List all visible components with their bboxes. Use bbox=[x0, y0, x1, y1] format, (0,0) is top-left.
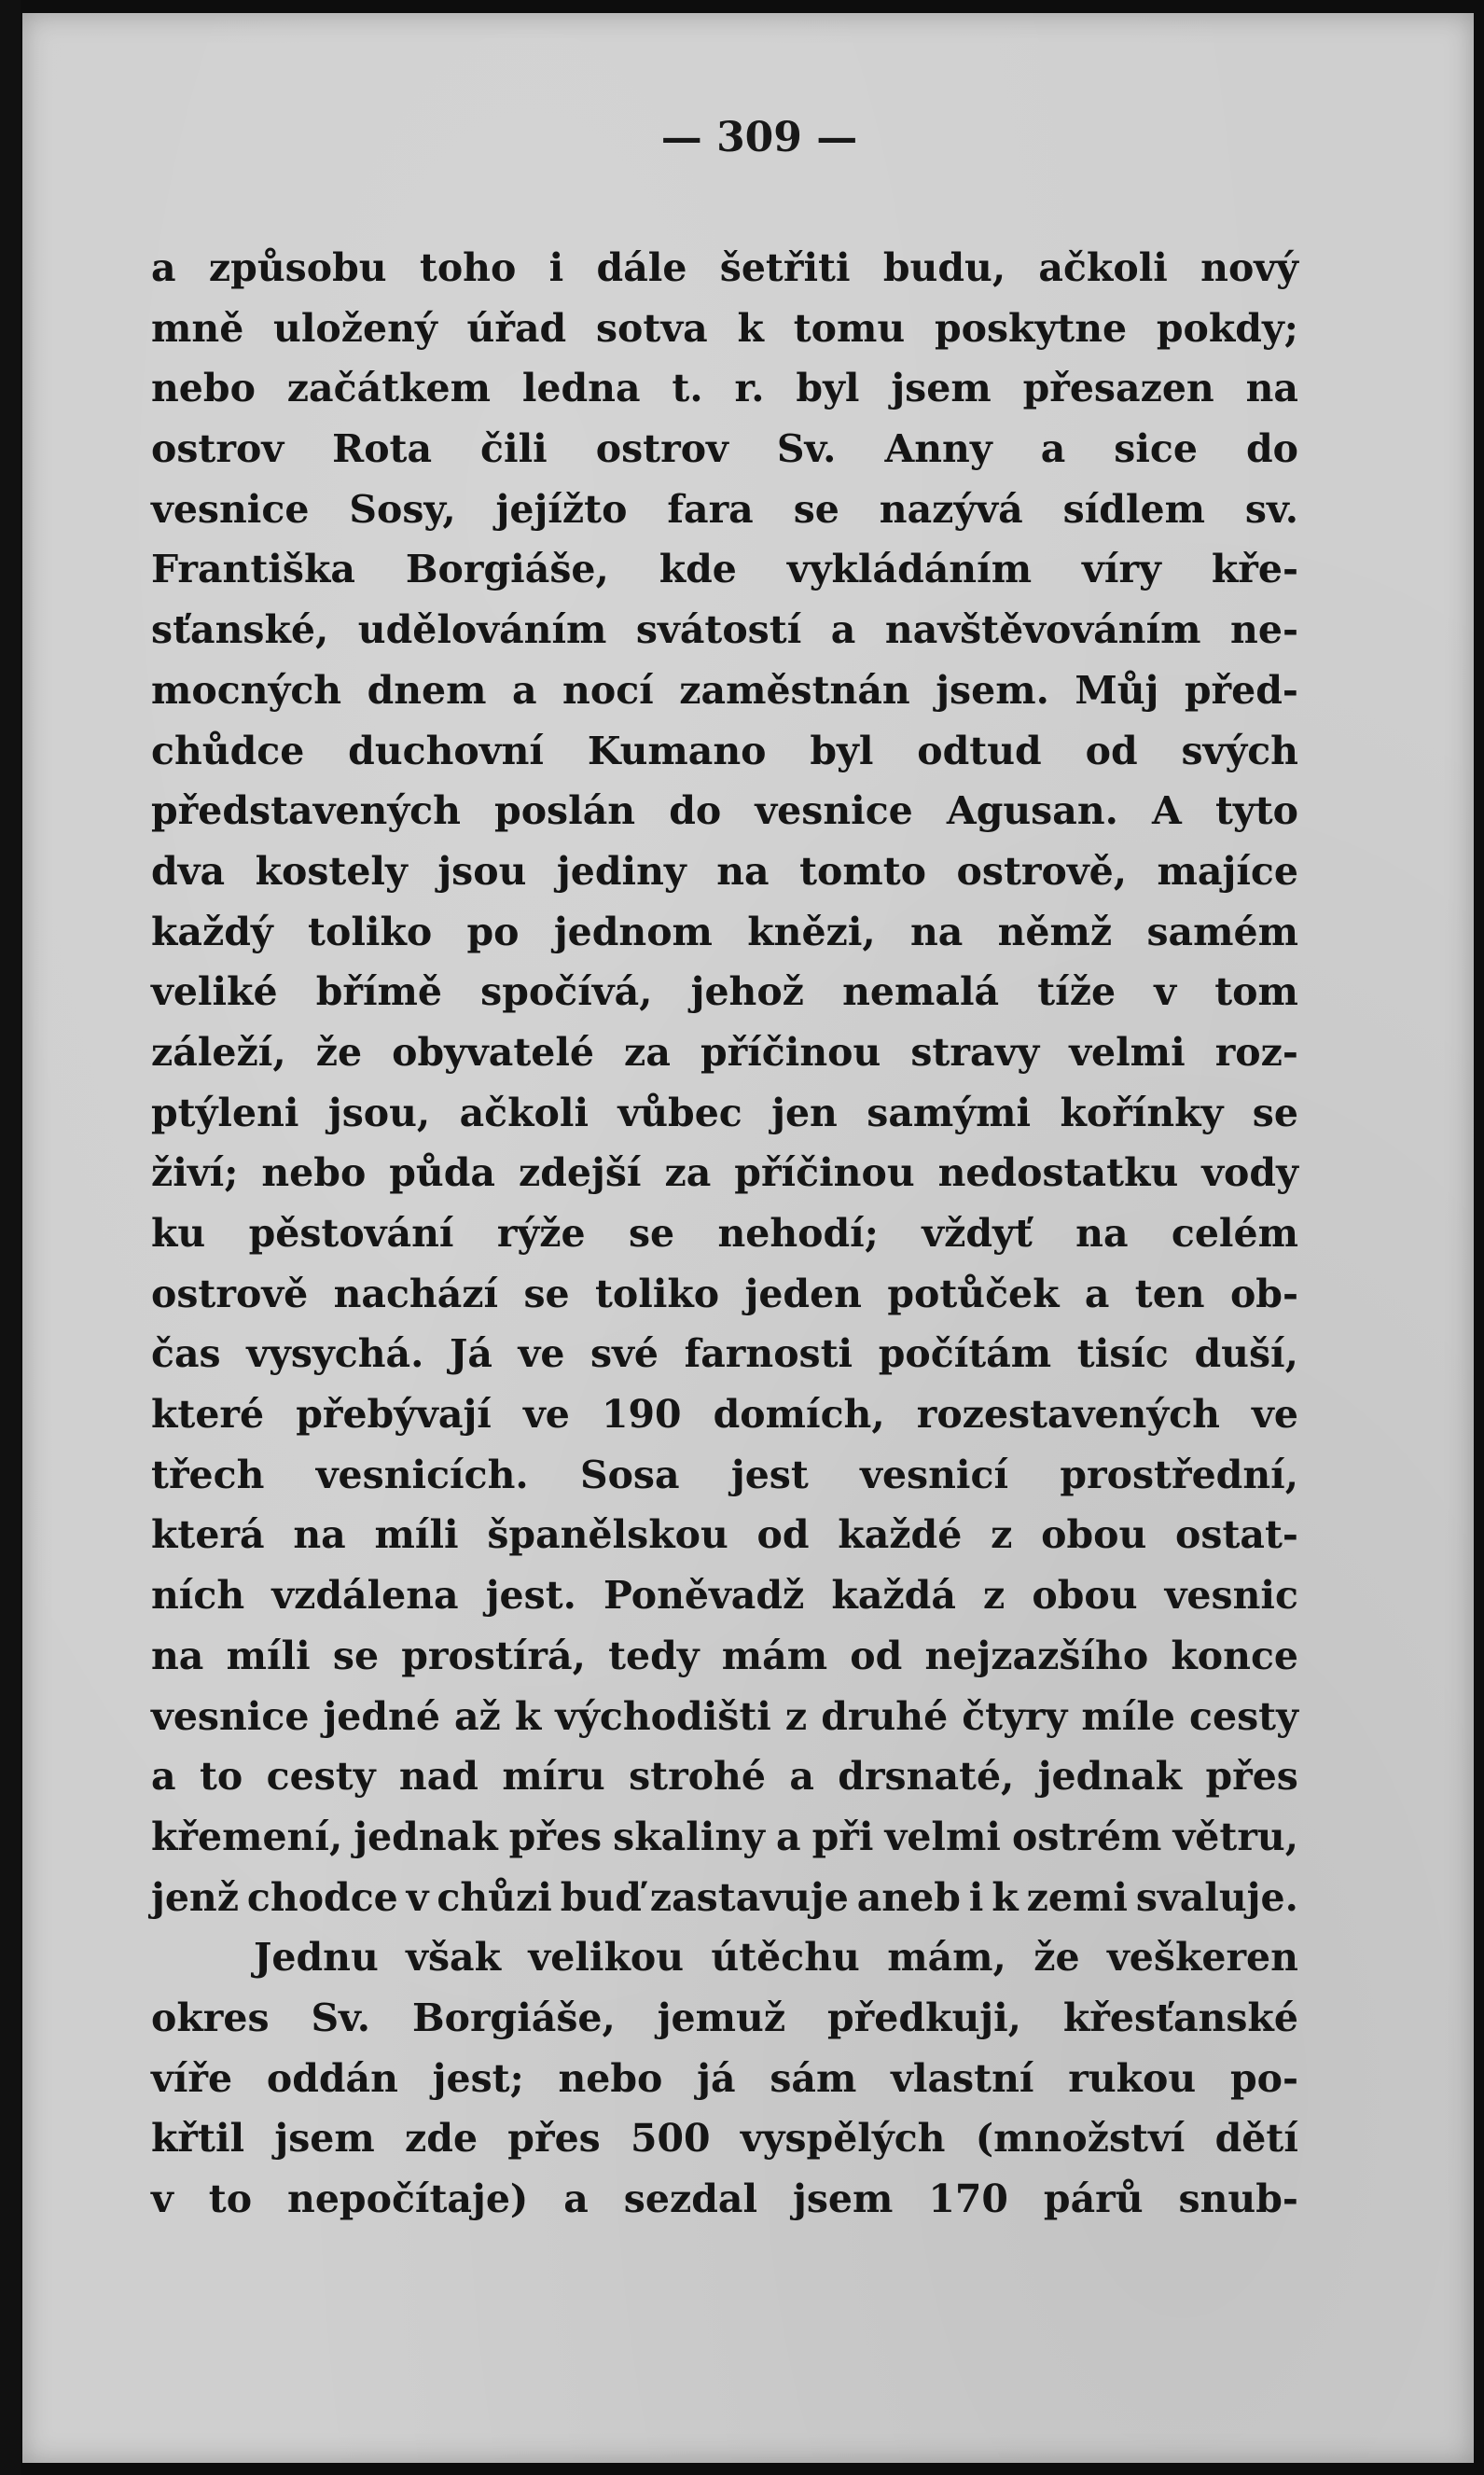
text-line: křtil jsem zde přes 500 vyspělých (množství dětí bbox=[151, 2116, 1298, 2162]
text-line: každý toliko po jednom knězi, na němž samém bbox=[151, 909, 1298, 954]
text-line: a to cesty nad míru strohé a drsnaté, jednak přes bbox=[151, 1754, 1298, 1800]
text-line: dva kostely jsou jediny na tomto ostrově, majíce bbox=[151, 848, 1298, 894]
text-line: v to nepočítaje) a sezdal jsem 170 párů snub- bbox=[151, 2176, 1298, 2221]
text-line: ostrově nachází se toliko jeden potůček a ten ob- bbox=[151, 1271, 1298, 1316]
text-line: které přebývají ve 190 domích, rozestavených ve bbox=[151, 1392, 1298, 1438]
text-line: Františka Borgiáše, kde vykládáním víry kře- bbox=[151, 547, 1298, 592]
book-page bbox=[22, 13, 1474, 2463]
text-line: mně uložený úřad sotva k tomu poskytne pokdy; bbox=[151, 305, 1298, 351]
text-line: nebo začátkem ledna t. r. byl jsem přesazen na bbox=[151, 366, 1298, 411]
text-line: ních vzdálena jest. Poněvadž každá z obou vesnic bbox=[151, 1573, 1298, 1619]
text-line: chůdce duchovní Kumano byl odtud od svých bbox=[151, 728, 1298, 773]
text-line: vesnice Sosy, jejížto fara se nazývá sídlem sv. bbox=[151, 486, 1298, 532]
text-line: záleží, že obyvatelé za příčinou stravy velmi roz- bbox=[151, 1029, 1298, 1075]
text-line: která na míli španělskou od každé z obou ostat- bbox=[151, 1512, 1298, 1558]
text-line: mocných dnem a nocí zaměstnán jsem. Můj před- bbox=[151, 667, 1298, 713]
scan-border bbox=[0, 0, 21, 2475]
text-line: ostrov Rota čili ostrov Sv. Anny a sice do bbox=[151, 426, 1298, 472]
text-line: jenž chodce v chůzi buď zastavuje aneb i k zemi svaluje. bbox=[151, 1874, 1298, 1920]
page-number: — 309 — bbox=[660, 114, 858, 161]
text-line: představených poslán do vesnice Agusan. A tyto bbox=[151, 788, 1298, 834]
text-line: živí; nebo půda zdejší za příčinou nedostatku vody bbox=[151, 1150, 1298, 1196]
text-line: na míli se prostírá, tedy mám od nejzazšího konce bbox=[151, 1633, 1298, 1678]
text-line: a způsobu toho i dále šetřiti budu, ačkoli nový bbox=[151, 245, 1298, 290]
text-line: okres Sv. Borgiáše, jemuž předkuji, křesťanské bbox=[151, 1995, 1298, 2040]
paragraph-1 bbox=[151, 238, 1298, 1927]
text-line: ku pěstování rýže se nehodí; vždyť na celém bbox=[151, 1211, 1298, 1256]
text-line: ptýleni jsou, ačkoli vůbec jen samými kořínky se bbox=[151, 1090, 1298, 1135]
text-line: sťanské, udělováním svátostí a navštěvováním ne- bbox=[151, 607, 1298, 653]
text-line: veliké břímě spočívá, jehož nemalá tíže v tom bbox=[151, 969, 1298, 1015]
text-line: vesnice jedné až k východišti z druhé čtyry míle cesty bbox=[151, 1693, 1298, 1739]
text-line: čas vysychá. Já ve své farnosti počítám tisíc duší, bbox=[151, 1331, 1298, 1377]
text-line: Jednu však velikou útěchu mám, že veškeren bbox=[254, 1935, 1298, 1981]
text-line: křemení, jednak přes skaliny a při velmi ostrém větru, bbox=[151, 1814, 1298, 1859]
text-line: třech vesnicích. Sosa jest vesnicí prostřední, bbox=[151, 1452, 1298, 1497]
page-body bbox=[151, 238, 1298, 2230]
paragraph-2 bbox=[151, 1927, 1298, 2229]
text-line: víře oddán jest; nebo já sám vlastní rukou po- bbox=[151, 2055, 1298, 2101]
